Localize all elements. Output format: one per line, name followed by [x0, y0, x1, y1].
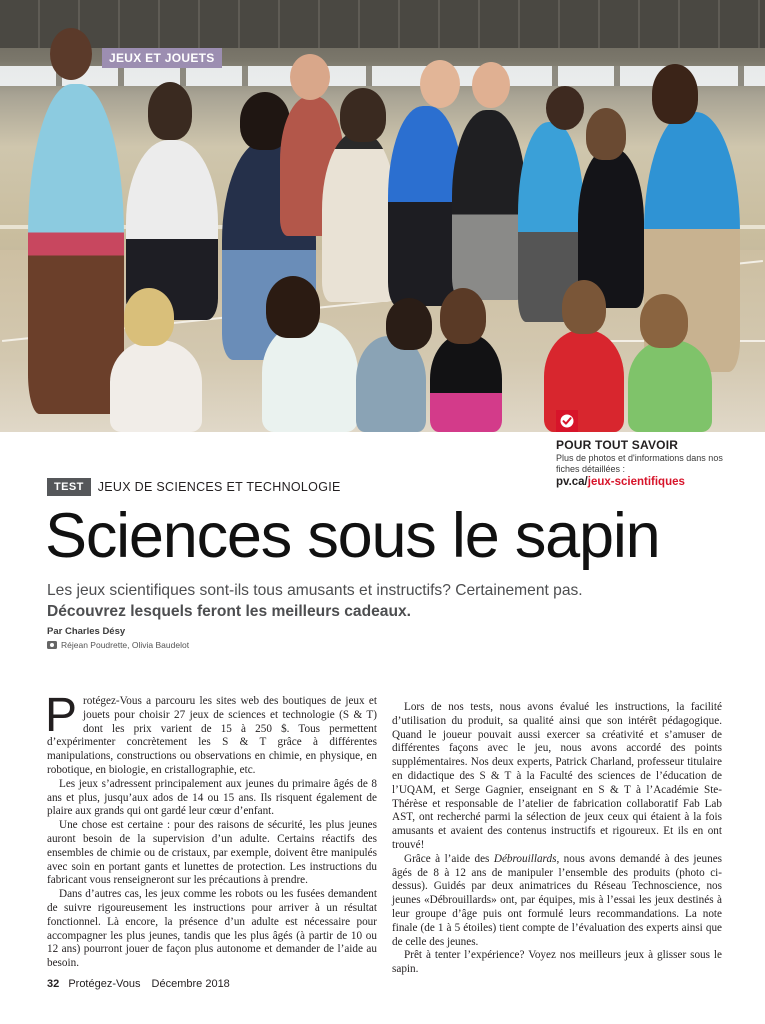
- photo-ceiling: [0, 0, 765, 48]
- info-box-text: Plus de photos et d'informations dans nos fiches détaillées :: [556, 453, 723, 474]
- dek-bold-text: Découvrez lesquels feront les meilleurs cadeaux.: [47, 603, 412, 620]
- photo-person-head: [546, 86, 584, 130]
- photo-person: [28, 84, 124, 414]
- photo-person: [110, 340, 202, 432]
- photo-person-head: [290, 54, 330, 100]
- test-badge: TEST: [47, 478, 91, 496]
- photo-person-head: [50, 28, 92, 80]
- section-badge: JEUX ET JOUETS: [102, 48, 222, 68]
- photo-person-head: [386, 298, 432, 350]
- info-box-link[interactable]: [556, 476, 685, 488]
- byline: Par Charles Désy: [47, 626, 126, 637]
- page-footer: [47, 978, 230, 990]
- link-path: jeux-scientifiques: [587, 476, 685, 488]
- paragraph: Lors de nos tests, nous avons évalué les instructions, la facilité d’utilisation du produit, sa qualité ainsi que son intérêt pédagogique. Quand le joueur pouvait aussi exercer sa créativité et s’amuser de différentes façons avec le jeu, nous avons accordé des points supplémentaires. Nos deux experts, Patrick Charland, professeur titulaire en didactique des S & T à la Faculté des sciences de l’éducation de l’UQAM, et Serge Gagnier, enseignant en S & T à l’Académie Ste-Thérèse et responsable de l’atelier de fabrication collaboratif Fab Lab AST, ont recherché parmi la sélection de jeux ceux qui étaient à la fois amusants et avaient des contenus instructifs et rigoureux. Et ils en ont trouvé!: [392, 701, 722, 851]
- photo-person-head: [340, 88, 386, 142]
- photo-person: [452, 110, 526, 300]
- photo-person-head: [420, 60, 460, 108]
- paragraph-text: rotégez-Vous a parcouru les sites web des boutiques de jeux et jouets pour choisir 27 jeux de sciences et technologie (S & T) dont les prix varient de 15 à 250 $. Tous permettent d’expérimenter concrètement les S & T grâce à différentes manipulations, constructions ou observations en chimie, en physique, en robotique, en biologie, en cristallographie, etc.: [47, 695, 377, 776]
- publication-name: Protégez-Vous: [68, 978, 141, 990]
- article-column-left: [45, 689, 377, 971]
- paragraph-emphasis: Débrouillards: [493, 852, 557, 865]
- photo-person-head: [586, 108, 626, 160]
- camera-icon: [47, 641, 57, 649]
- photo-person: [262, 322, 358, 432]
- article-dek: [47, 580, 727, 622]
- drop-cap: P: [45, 689, 78, 742]
- page-number: 32: [47, 978, 60, 990]
- photo-person: [430, 334, 502, 432]
- photo-credit: [47, 640, 189, 650]
- photo-windows: [0, 66, 765, 86]
- paragraph-text: Grâce à l’aide des: [404, 852, 494, 865]
- photo-person-head: [440, 288, 486, 344]
- article-label-row: [47, 478, 341, 496]
- section-label: JEUX DE SCIENCES ET TECHNOLOGIE: [97, 480, 341, 494]
- article-title: Sciences sous le sapin: [45, 501, 660, 571]
- photo-person-head: [148, 82, 192, 140]
- photo-person: [322, 132, 396, 302]
- paragraph: Dans d’autres cas, les jeux comme les robots ou les fusées demandent de suivre rigoureusement les instructions pour arriver à un résultat fonctionnel. Là encore, la présence d’un adulte est nécessaire pour accompagner les plus jeunes, tandis que les plus âgés (à partir de 10 ou 12 ans) pourront jouer de façon plus autonome et demander de l’aide au besoin.: [47, 888, 377, 970]
- photo-person-head: [266, 276, 320, 338]
- hero-photo: [0, 0, 765, 432]
- photo-person-head: [640, 294, 688, 348]
- photo-person-head: [652, 64, 698, 124]
- paragraph: Les jeux s’adressent principalement aux jeunes du primaire âgés de 8 ans et plus, jusqu’aux ados de 14 ou 15 ans. Ils risquent également de plaire aux grands qui ont gardé leur cœur d’enfant.: [47, 777, 377, 818]
- photo-person: [628, 340, 712, 432]
- photo-person-head: [562, 280, 606, 334]
- link-domain: pv.ca/: [556, 476, 588, 488]
- paragraph: Prêt à tenter l’expérience? Voyez nos meilleurs jeux à glisser sous le sapin.: [392, 949, 722, 976]
- dek-text: Les jeux scientifiques sont-ils tous amusants et instructifs? Certainement pas.: [47, 582, 583, 599]
- photo-person-head: [124, 288, 174, 346]
- checkmark-icon: [556, 410, 578, 432]
- photo-person: [356, 336, 426, 432]
- paragraph: Une chose est certaine : pour des raisons de sécurité, les plus jeunes auront besoin de la supervision d’un adulte. Certains réactifs des ensembles de chimie ou de cristaux, par exemple, doivent être manipulés avec soin en portant gants et lunettes de protection. Les instructions du fabricant vous renseigneront sur les précautions à prendre.: [47, 819, 377, 887]
- info-box-title: POUR TOUT SAVOIR: [556, 438, 679, 452]
- article-column-right: [392, 701, 722, 977]
- paragraph: [45, 689, 377, 778]
- paragraph-text: , nous avons demandé à des jeunes âgés de 8 à 12 ans de manipuler l’ensemble des produits (photo ci-dessus). Guidés par deux animatrices du Réseau Technoscience, nos jeunes «Débrouillards» ont, par équipes, mis à l’essai les jeux destinés à leur groupe d’âge puis ont formulé leurs recommandations. La note finale (de 1 à 5 étoiles) tient compte de l’évaluation des experts ainsi que de celle des jeunes.: [392, 852, 723, 948]
- issue-date: Décembre 2018: [151, 978, 230, 990]
- photo-credit-text: Réjean Poudrette, Olivia Baudelot: [61, 640, 190, 650]
- paragraph: [392, 853, 722, 950]
- photo-person-head: [472, 62, 510, 108]
